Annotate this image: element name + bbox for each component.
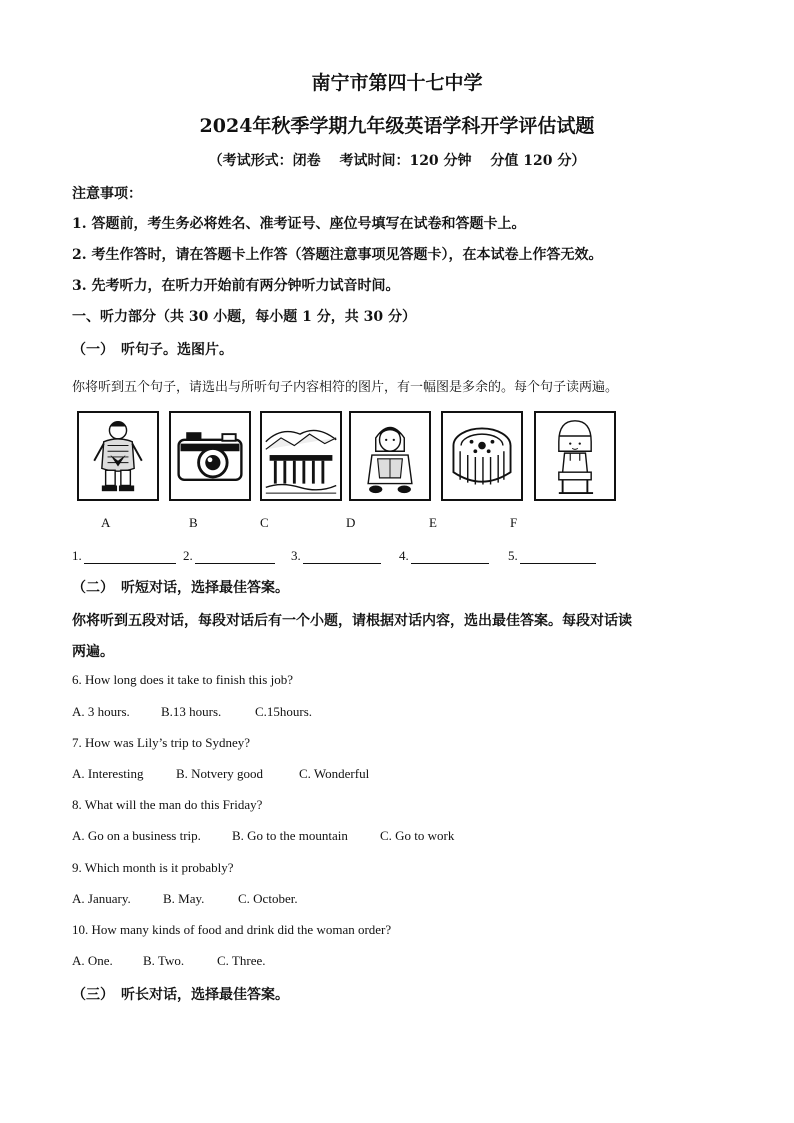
q8-option-c[interactable]: C. Go to work <box>380 828 455 843</box>
answer-blank-5[interactable] <box>508 548 596 564</box>
blank-number: 4. <box>399 548 409 563</box>
q7-option-b[interactable]: B. Notvery good <box>176 766 264 781</box>
answer-blank-1[interactable] <box>72 548 176 564</box>
answer-blank-2[interactable] <box>183 548 275 564</box>
question-10: 10. How many kinds of food and drink did the woman order? <box>72 922 392 937</box>
answer-blank-4[interactable] <box>399 548 489 564</box>
question-7: 7. How was Lily’s trip to Sydney? <box>72 735 251 750</box>
exam-title: 2024年秋季学期九年级英语学科开学评估试题 <box>199 115 595 137</box>
q6-option-b[interactable]: B.13 hours. <box>161 704 222 719</box>
question-6: 6. How long does it take to finish this job? <box>72 672 293 687</box>
answer-blank-3[interactable] <box>291 548 381 564</box>
q8-option-a[interactable]: A. Go on a business trip. <box>72 828 201 843</box>
picture-label-e: E <box>429 515 437 530</box>
q10-option-a[interactable]: A. One. <box>72 953 113 968</box>
blank-line <box>520 549 596 564</box>
blank-number: 5. <box>508 548 518 563</box>
picture-d <box>349 411 431 501</box>
girl-at-desk-icon <box>536 413 614 499</box>
blank-line <box>303 549 381 564</box>
picture-e <box>441 411 523 501</box>
q6-option-a[interactable]: A. 3 hours. <box>72 704 130 719</box>
picture-c <box>260 411 342 501</box>
camera-icon <box>171 413 249 499</box>
mooncake-icon <box>443 413 521 499</box>
part1-instruction: 你将听到五个句子，请选出与所听句子内容相符的图片，有一幅图是多余的。每个句子读两遍。 <box>72 380 619 395</box>
blank-number: 2. <box>183 548 193 563</box>
question-9: 9. Which month is it probably? <box>72 860 234 875</box>
q9-option-b[interactable]: B. May. <box>163 891 205 906</box>
picture-label-a: A <box>101 515 111 530</box>
school-name: 南宁市第四十七中学 <box>311 72 483 94</box>
picture-b <box>169 411 251 501</box>
blank-line <box>195 549 275 564</box>
q9-option-c[interactable]: C. October. <box>238 891 298 906</box>
part2-instruction-line1: 你将听到五段对话，每段对话后有一个小题，请根据对话内容，选出最佳答案。每段对话读 <box>72 613 632 629</box>
blank-line <box>84 549 176 564</box>
picture-label-b: B <box>189 515 198 530</box>
q10-option-b[interactable]: B. Two. <box>143 953 185 968</box>
q7-option-a[interactable]: A. Interesting <box>72 766 144 781</box>
exam-info: （考试形式：闭卷 考试时间：120 分钟 分值 120 分） <box>208 153 586 169</box>
dam-landscape-icon <box>262 413 340 499</box>
picture-a <box>77 411 159 501</box>
part1-heading: （一） 听句子。选图片。 <box>72 342 233 358</box>
picture-label-d: D <box>346 515 356 530</box>
terracotta-warrior-icon <box>79 413 157 499</box>
q9-option-a[interactable]: A. January. <box>72 891 131 906</box>
girl-reading-icon <box>351 413 429 499</box>
q10-option-c[interactable]: C. Three. <box>217 953 266 968</box>
part2-instruction-line2: 两遍。 <box>72 644 114 660</box>
q7-option-c[interactable]: C. Wonderful <box>299 766 370 781</box>
blank-number: 1. <box>72 548 82 563</box>
blank-number: 3. <box>291 548 301 563</box>
note-item-2: 2. 考生作答时，请在答题卡上作答（答题注意事项见答题卡），在本试卷上作答无效。 <box>72 247 603 263</box>
q8-option-b[interactable]: B. Go to the mountain <box>232 828 348 843</box>
note-item-1: 1. 答题前，考生务必将姓名、准考证号、座位号填写在试卷和答题卡上。 <box>72 216 526 232</box>
picture-label-f: F <box>510 515 518 530</box>
blank-line <box>411 549 489 564</box>
question-8: 8. What will the man do this Friday? <box>72 797 263 812</box>
picture-label-c: C <box>260 515 269 530</box>
picture-f <box>534 411 616 501</box>
part3-heading: （三） 听长对话，选择最佳答案。 <box>72 987 289 1003</box>
notes-heading: 注意事项： <box>72 186 142 202</box>
note-item-3: 3. 先考听力，在听力开始前有两分钟听力试音时间。 <box>72 278 400 294</box>
q6-option-c[interactable]: C.15hours. <box>255 704 313 719</box>
section1-heading: 一、听力部分（共 30 小题，每小题 1 分，共 30 分） <box>72 309 416 325</box>
part2-heading: （二） 听短对话，选择最佳答案。 <box>72 580 289 596</box>
